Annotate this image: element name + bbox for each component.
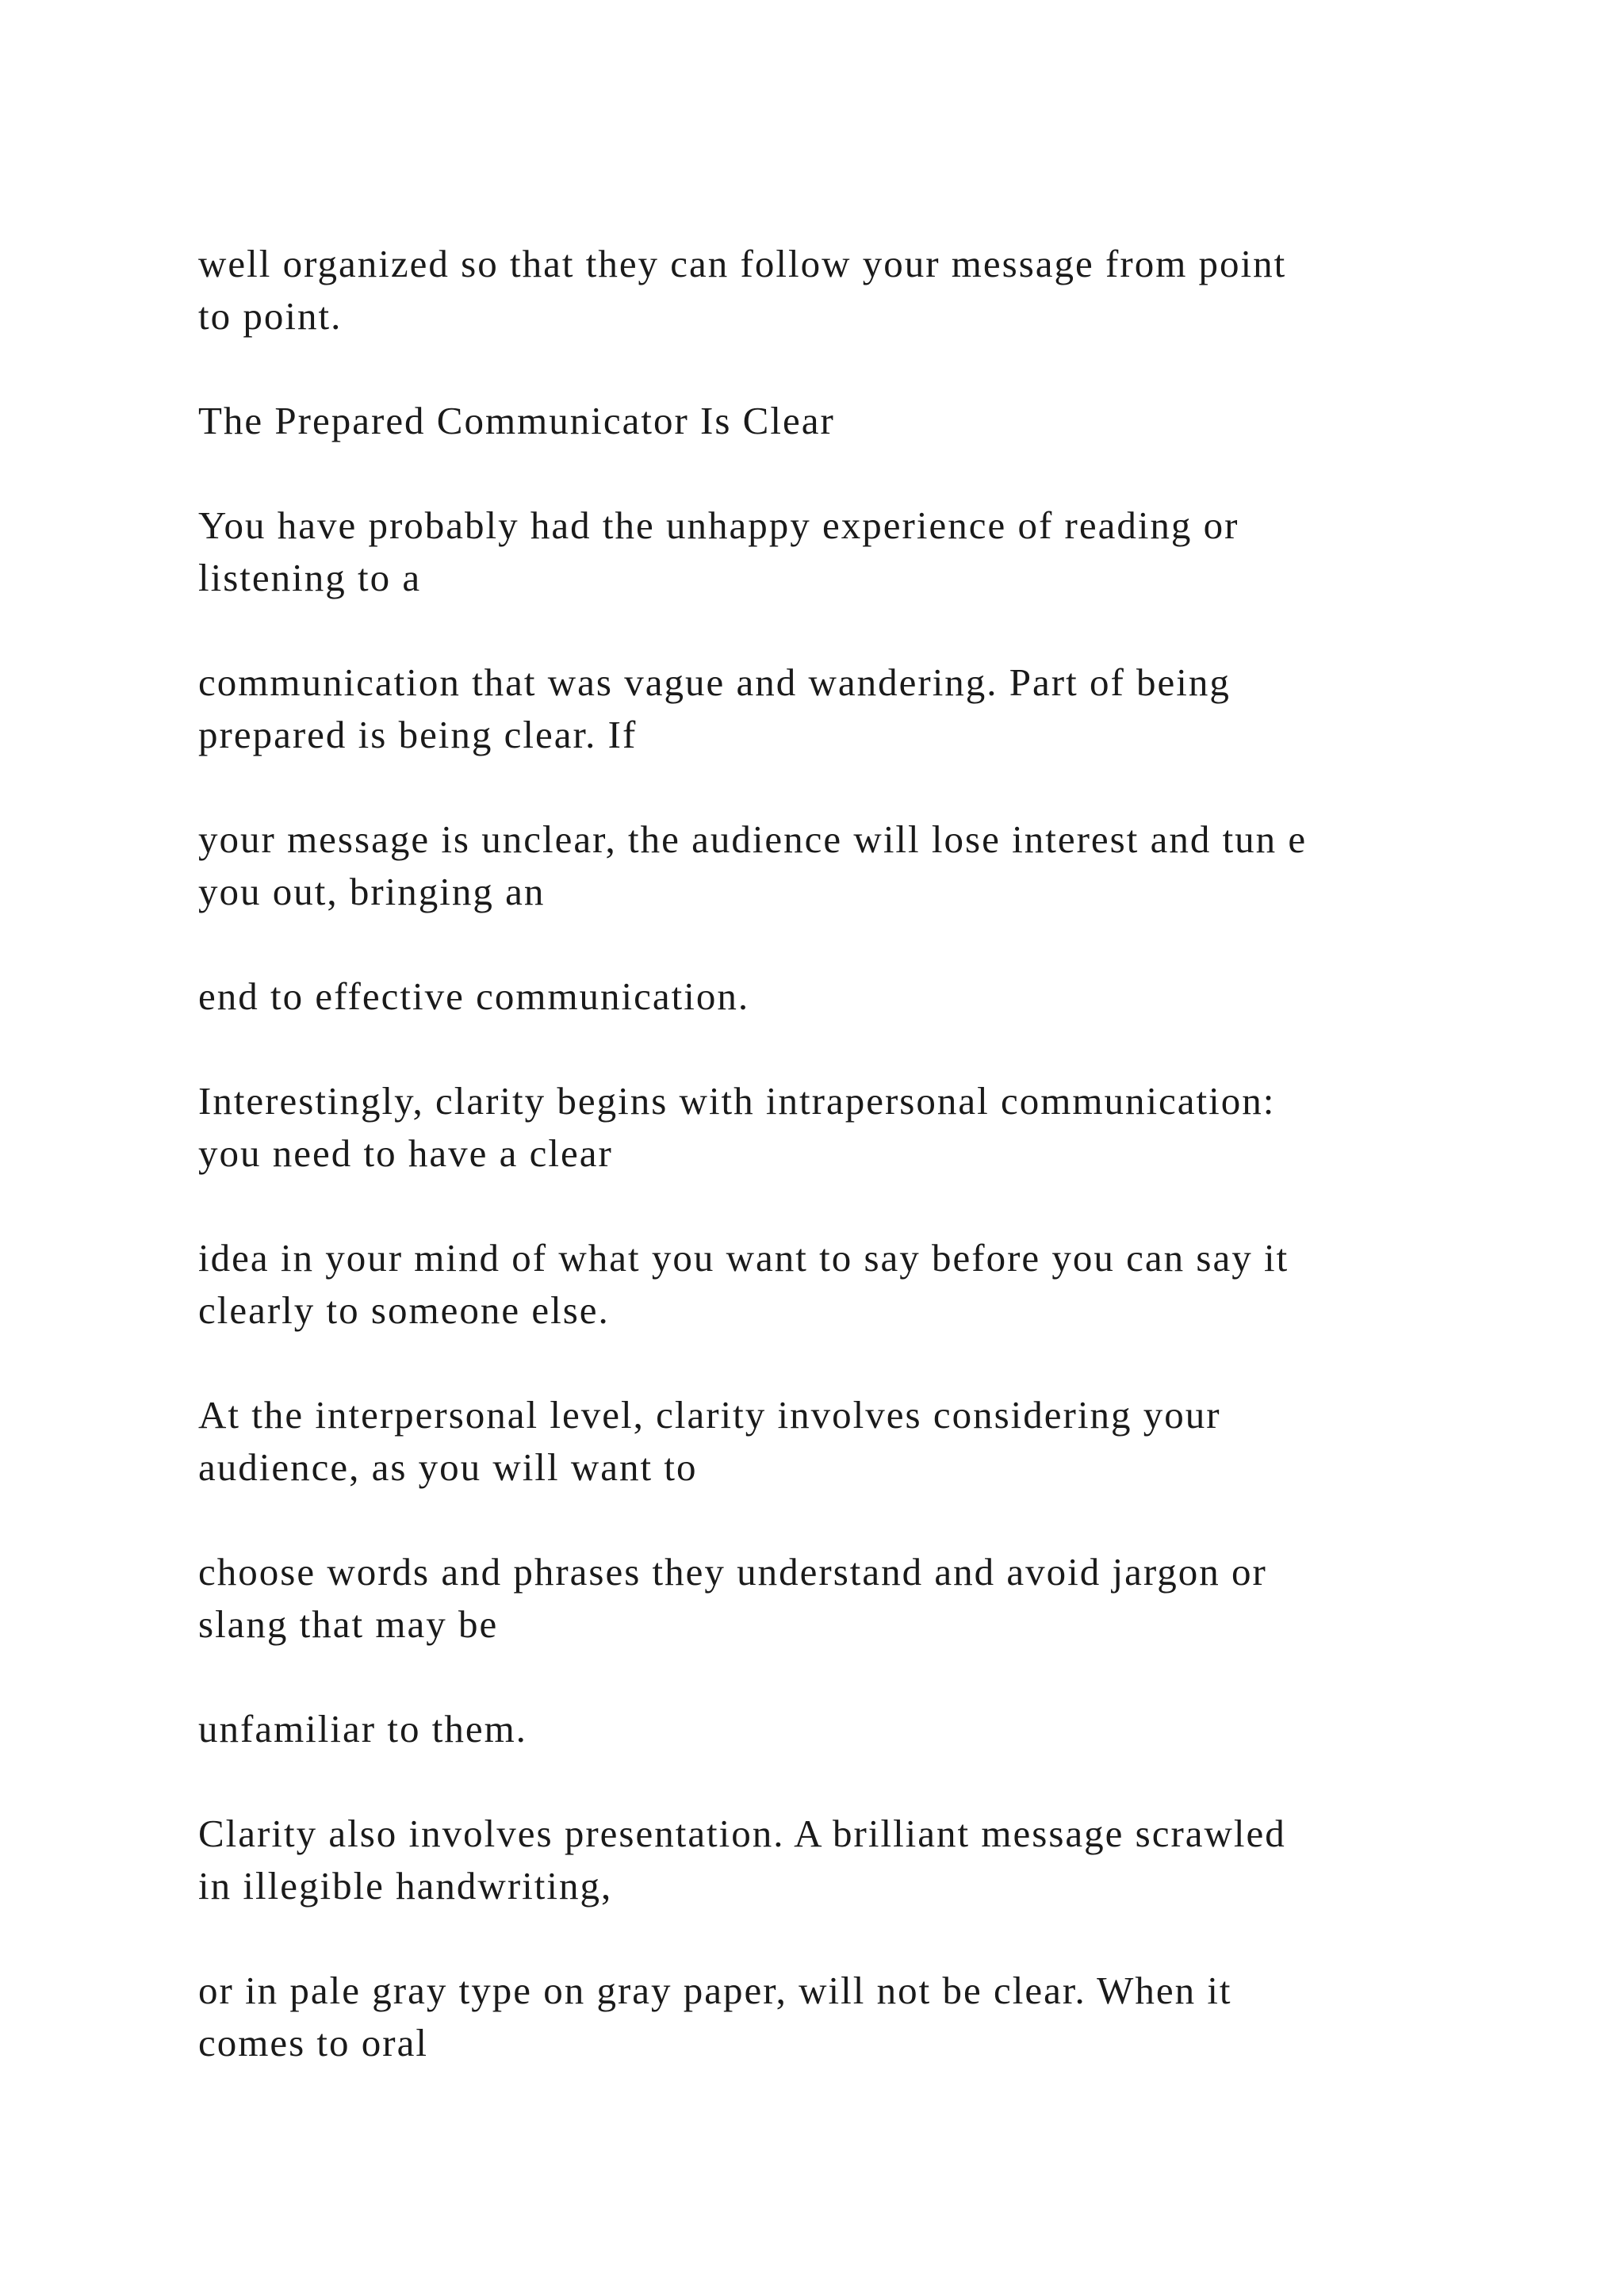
paragraph — [198, 1232, 1467, 1337]
text-line: prepared is being clear. If — [198, 713, 638, 756]
text-line: unfamiliar to them. — [198, 1707, 527, 1751]
paragraph — [198, 1808, 1467, 1912]
paragraph — [198, 1703, 1467, 1755]
text-line: idea in your mind of what you want to say before you can say it — [198, 1236, 1289, 1280]
text-line: Clarity also involves presentation. A brilliant message scrawled — [198, 1812, 1286, 1855]
text-line: slang that may be — [198, 1602, 499, 1646]
text-line: communication that was vague and wandering. Part of being — [198, 660, 1231, 704]
body-text — [198, 238, 1467, 2122]
paragraph — [198, 1965, 1467, 2069]
paragraph — [198, 656, 1467, 761]
text-line: you need to have a clear — [198, 1131, 613, 1175]
text-line: well organized so that they can follow your message from point — [198, 242, 1287, 285]
paragraph — [198, 238, 1467, 342]
text-line: your message is unclear, the audience will lose interest and tun e — [198, 817, 1308, 861]
paragraph — [198, 813, 1467, 918]
section-heading — [198, 395, 1467, 447]
paragraph — [198, 1389, 1467, 1494]
text-line: At the interpersonal level, clarity involves considering your — [198, 1393, 1221, 1437]
text-line: audience, as you will want to — [198, 1445, 698, 1489]
paragraph — [198, 1546, 1467, 1651]
text-line: comes to oral — [198, 2021, 428, 2064]
heading-line: The Prepared Communicator Is Clear — [198, 399, 835, 442]
text-line: to point. — [198, 294, 343, 338]
paragraph — [198, 499, 1467, 604]
text-line: choose words and phrases they understand and avoid jargon or — [198, 1550, 1267, 1594]
text-line: or in pale gray type on gray paper, will not be clear. When it — [198, 1969, 1232, 2012]
text-line: You have probably had the unhappy experience of reading or — [198, 503, 1239, 547]
text-line: you out, bringing an — [198, 870, 546, 913]
text-line: Interestingly, clarity begins with intrapersonal communication: — [198, 1079, 1276, 1123]
text-line: clearly to someone else. — [198, 1288, 610, 1332]
text-line: in illegible handwriting, — [198, 1864, 613, 1908]
text-line: end to effective communication. — [198, 974, 750, 1018]
paragraph — [198, 1075, 1467, 1180]
paragraph — [198, 970, 1467, 1023]
text-line: listening to a — [198, 556, 422, 599]
